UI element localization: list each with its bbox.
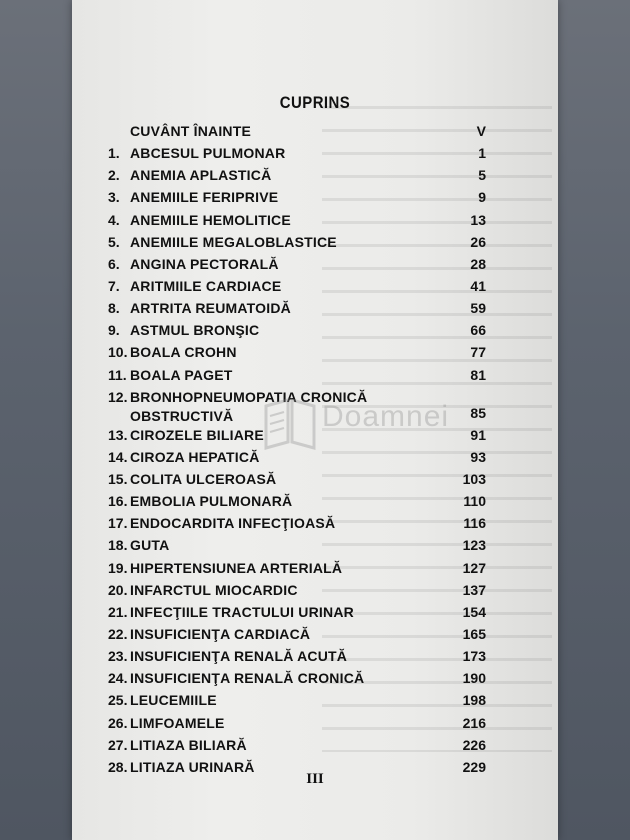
toc-entry-title: ASTMUL BRONŞIC bbox=[130, 322, 260, 339]
toc-entry-number: 11. bbox=[108, 366, 127, 383]
toc-entry-title: ANEMIA APLASTICĂ bbox=[130, 167, 272, 184]
toc-entry-number: 24. bbox=[108, 670, 128, 687]
toc-page-number: 26 bbox=[470, 233, 486, 250]
toc-page-number: 5 bbox=[478, 167, 486, 184]
toc-row bbox=[72, 297, 558, 319]
toc-entry-number: 7. bbox=[108, 277, 120, 294]
toc-entry-number: 2. bbox=[108, 167, 120, 184]
toc-entry-title: EMBOLIA PULMONARĂ bbox=[130, 493, 293, 510]
toc-entry-title: LITIAZA BILIARĂ bbox=[130, 736, 247, 753]
toc-entry-number: 4. bbox=[108, 211, 120, 228]
toc-entry-title: ANEMIILE FERIPRIVE bbox=[130, 189, 279, 206]
toc-entry-title-line2: OBSTRUCTIVĂ bbox=[130, 407, 234, 424]
toc-entry-number: 9. bbox=[108, 322, 120, 339]
toc-entry-number: 21. bbox=[108, 603, 128, 620]
toc-page-number: 229 bbox=[462, 758, 486, 775]
toc-row bbox=[72, 364, 558, 386]
toc-entry-title: GUTA bbox=[130, 537, 170, 554]
toc-entry-title: CIROZELE BILIARE bbox=[130, 426, 264, 443]
toc-row bbox=[72, 490, 558, 512]
toc-row bbox=[72, 689, 558, 711]
toc-entry-number: 26. bbox=[108, 714, 128, 731]
toc-entry-number: 13. bbox=[108, 426, 128, 443]
toc-page-number: 137 bbox=[462, 581, 486, 598]
toc-row bbox=[72, 601, 558, 623]
toc-entry-title: ANGINA PECTORALĂ bbox=[130, 255, 279, 272]
toc-row bbox=[72, 341, 558, 363]
toc-row bbox=[72, 164, 558, 186]
toc-entry-number: 27. bbox=[108, 736, 128, 753]
toc-entry-title-line1: BRONHOPNEUMOPATIA CRONICĂ bbox=[130, 388, 368, 405]
toc-row bbox=[72, 512, 558, 534]
toc-page-number: 77 bbox=[470, 344, 486, 361]
toc-page-number: V bbox=[476, 123, 486, 139]
toc-entry-title: HIPERTENSIUNEA ARTERIALĂ bbox=[130, 559, 343, 576]
toc-entry-number: 1. bbox=[108, 145, 120, 162]
table-of-contents bbox=[72, 120, 558, 778]
toc-entry-number: 20. bbox=[108, 581, 128, 598]
toc-entry-number: 5. bbox=[108, 233, 120, 250]
toc-row bbox=[72, 231, 558, 253]
toc-page-number: 123 bbox=[462, 537, 486, 554]
toc-row bbox=[72, 667, 558, 689]
toc-entry-number: 18. bbox=[108, 537, 128, 554]
toc-page-number: 13 bbox=[470, 211, 486, 228]
toc-entry-title: COLITA ULCEROASĂ bbox=[130, 470, 277, 487]
toc-row bbox=[72, 623, 558, 645]
page-footer-number: III bbox=[306, 771, 324, 787]
toc-row bbox=[72, 734, 558, 756]
toc-entry-title: LEUCEMIILE bbox=[130, 692, 217, 709]
page-title: CUPRINS bbox=[279, 93, 351, 112]
toc-row bbox=[72, 142, 558, 164]
toc-row bbox=[72, 424, 558, 446]
toc-page-number: 9 bbox=[478, 189, 486, 206]
toc-entry-title: ARITMIILE CARDIACE bbox=[130, 277, 282, 294]
toc-entry-title: CUVÂNT ÎNAINTE bbox=[130, 123, 252, 139]
toc-page-number: 165 bbox=[462, 625, 486, 642]
toc-entry-number: 8. bbox=[108, 300, 120, 317]
toc-row bbox=[72, 468, 558, 490]
toc-row bbox=[72, 319, 558, 341]
toc-page-number: 190 bbox=[462, 670, 486, 687]
toc-row bbox=[72, 579, 558, 601]
toc-entry-title: BOALA CROHN bbox=[130, 344, 237, 361]
toc-entry-number: 6. bbox=[108, 255, 120, 272]
book-page bbox=[72, 0, 558, 840]
toc-entry-title: BOALA PAGET bbox=[130, 366, 233, 383]
toc-page-number: 127 bbox=[462, 559, 486, 576]
toc-page-number: 1 bbox=[478, 145, 486, 162]
toc-page-number: 116 bbox=[463, 515, 486, 532]
toc-row bbox=[72, 446, 558, 468]
toc-row bbox=[72, 712, 558, 734]
toc-entry-number: 25. bbox=[108, 692, 128, 709]
toc-entry-number: 28. bbox=[108, 758, 128, 775]
toc-foreword-row bbox=[72, 120, 558, 142]
toc-entry-title bbox=[130, 386, 367, 424]
toc-page-number: 103 bbox=[462, 470, 486, 487]
toc-entry-number: 14. bbox=[108, 448, 128, 465]
toc-entry-number: 23. bbox=[108, 648, 128, 665]
toc-entry-title: ABCESUL PULMONAR bbox=[130, 145, 286, 162]
toc-page-number: 41 bbox=[470, 277, 486, 294]
toc-page-number: 173 bbox=[462, 648, 486, 665]
toc-page-number: 91 bbox=[470, 426, 486, 443]
toc-entry-title: INFECŢIILE TRACTULUI URINAR bbox=[130, 603, 354, 620]
toc-entry-title: ARTRITA REUMATOIDĂ bbox=[130, 300, 291, 317]
toc-entry-number: 19. bbox=[108, 559, 128, 576]
toc-entry-number: 16. bbox=[108, 493, 128, 510]
toc-page-number: 198 bbox=[462, 692, 486, 709]
toc-page-number: 28 bbox=[470, 255, 486, 272]
toc-entry-number: 22. bbox=[108, 625, 128, 642]
toc-page-number: 154 bbox=[462, 603, 486, 620]
toc-page-number: 216 bbox=[462, 714, 486, 731]
toc-row bbox=[72, 386, 558, 424]
toc-row bbox=[72, 275, 558, 297]
toc-page-number: 226 bbox=[462, 736, 486, 753]
toc-page-number: 81 bbox=[470, 366, 486, 383]
toc-entry-number: 17. bbox=[108, 515, 128, 532]
toc-page-number: 66 bbox=[470, 322, 486, 339]
toc-entry-number: 15. bbox=[108, 470, 128, 487]
toc-entry-title: INSUFICIENŢA RENALĂ ACUTĂ bbox=[130, 648, 348, 665]
toc-page-number: 59 bbox=[470, 300, 486, 317]
toc-page-number: 110 bbox=[463, 493, 486, 510]
toc-row bbox=[72, 645, 558, 667]
toc-entry-number: 10. bbox=[108, 344, 128, 361]
toc-entry-title: INFARCTUL MIOCARDIC bbox=[130, 581, 298, 598]
toc-entry-title: INSUFICIENŢA CARDIACĂ bbox=[130, 625, 311, 642]
toc-entry-title: LIMFOAMELE bbox=[130, 714, 225, 731]
toc-entry-title: ANEMIILE MEGALOBLASTICE bbox=[130, 233, 337, 250]
toc-page-number: 93 bbox=[470, 448, 486, 465]
toc-row bbox=[72, 253, 558, 275]
toc-row bbox=[72, 209, 558, 231]
watermark-text: Doamnei bbox=[322, 400, 450, 433]
toc-entry-title: INSUFICIENŢA RENALĂ CRONICĂ bbox=[130, 670, 365, 687]
toc-entry-number: 3. bbox=[108, 189, 120, 206]
toc-entry-title: ENDOCARDITA INFECŢIOASĂ bbox=[130, 515, 336, 532]
toc-page-number: 85 bbox=[470, 404, 486, 421]
toc-row bbox=[72, 534, 558, 556]
toc-row bbox=[72, 557, 558, 579]
toc-entry-number: 12. bbox=[108, 388, 128, 405]
toc-entry-title: ANEMIILE HEMOLITICE bbox=[130, 211, 291, 228]
toc-entry-title: LITIAZA URINARĂ bbox=[130, 758, 255, 775]
toc-entry-title: CIROZA HEPATICĂ bbox=[130, 448, 260, 465]
toc-row bbox=[72, 186, 558, 208]
